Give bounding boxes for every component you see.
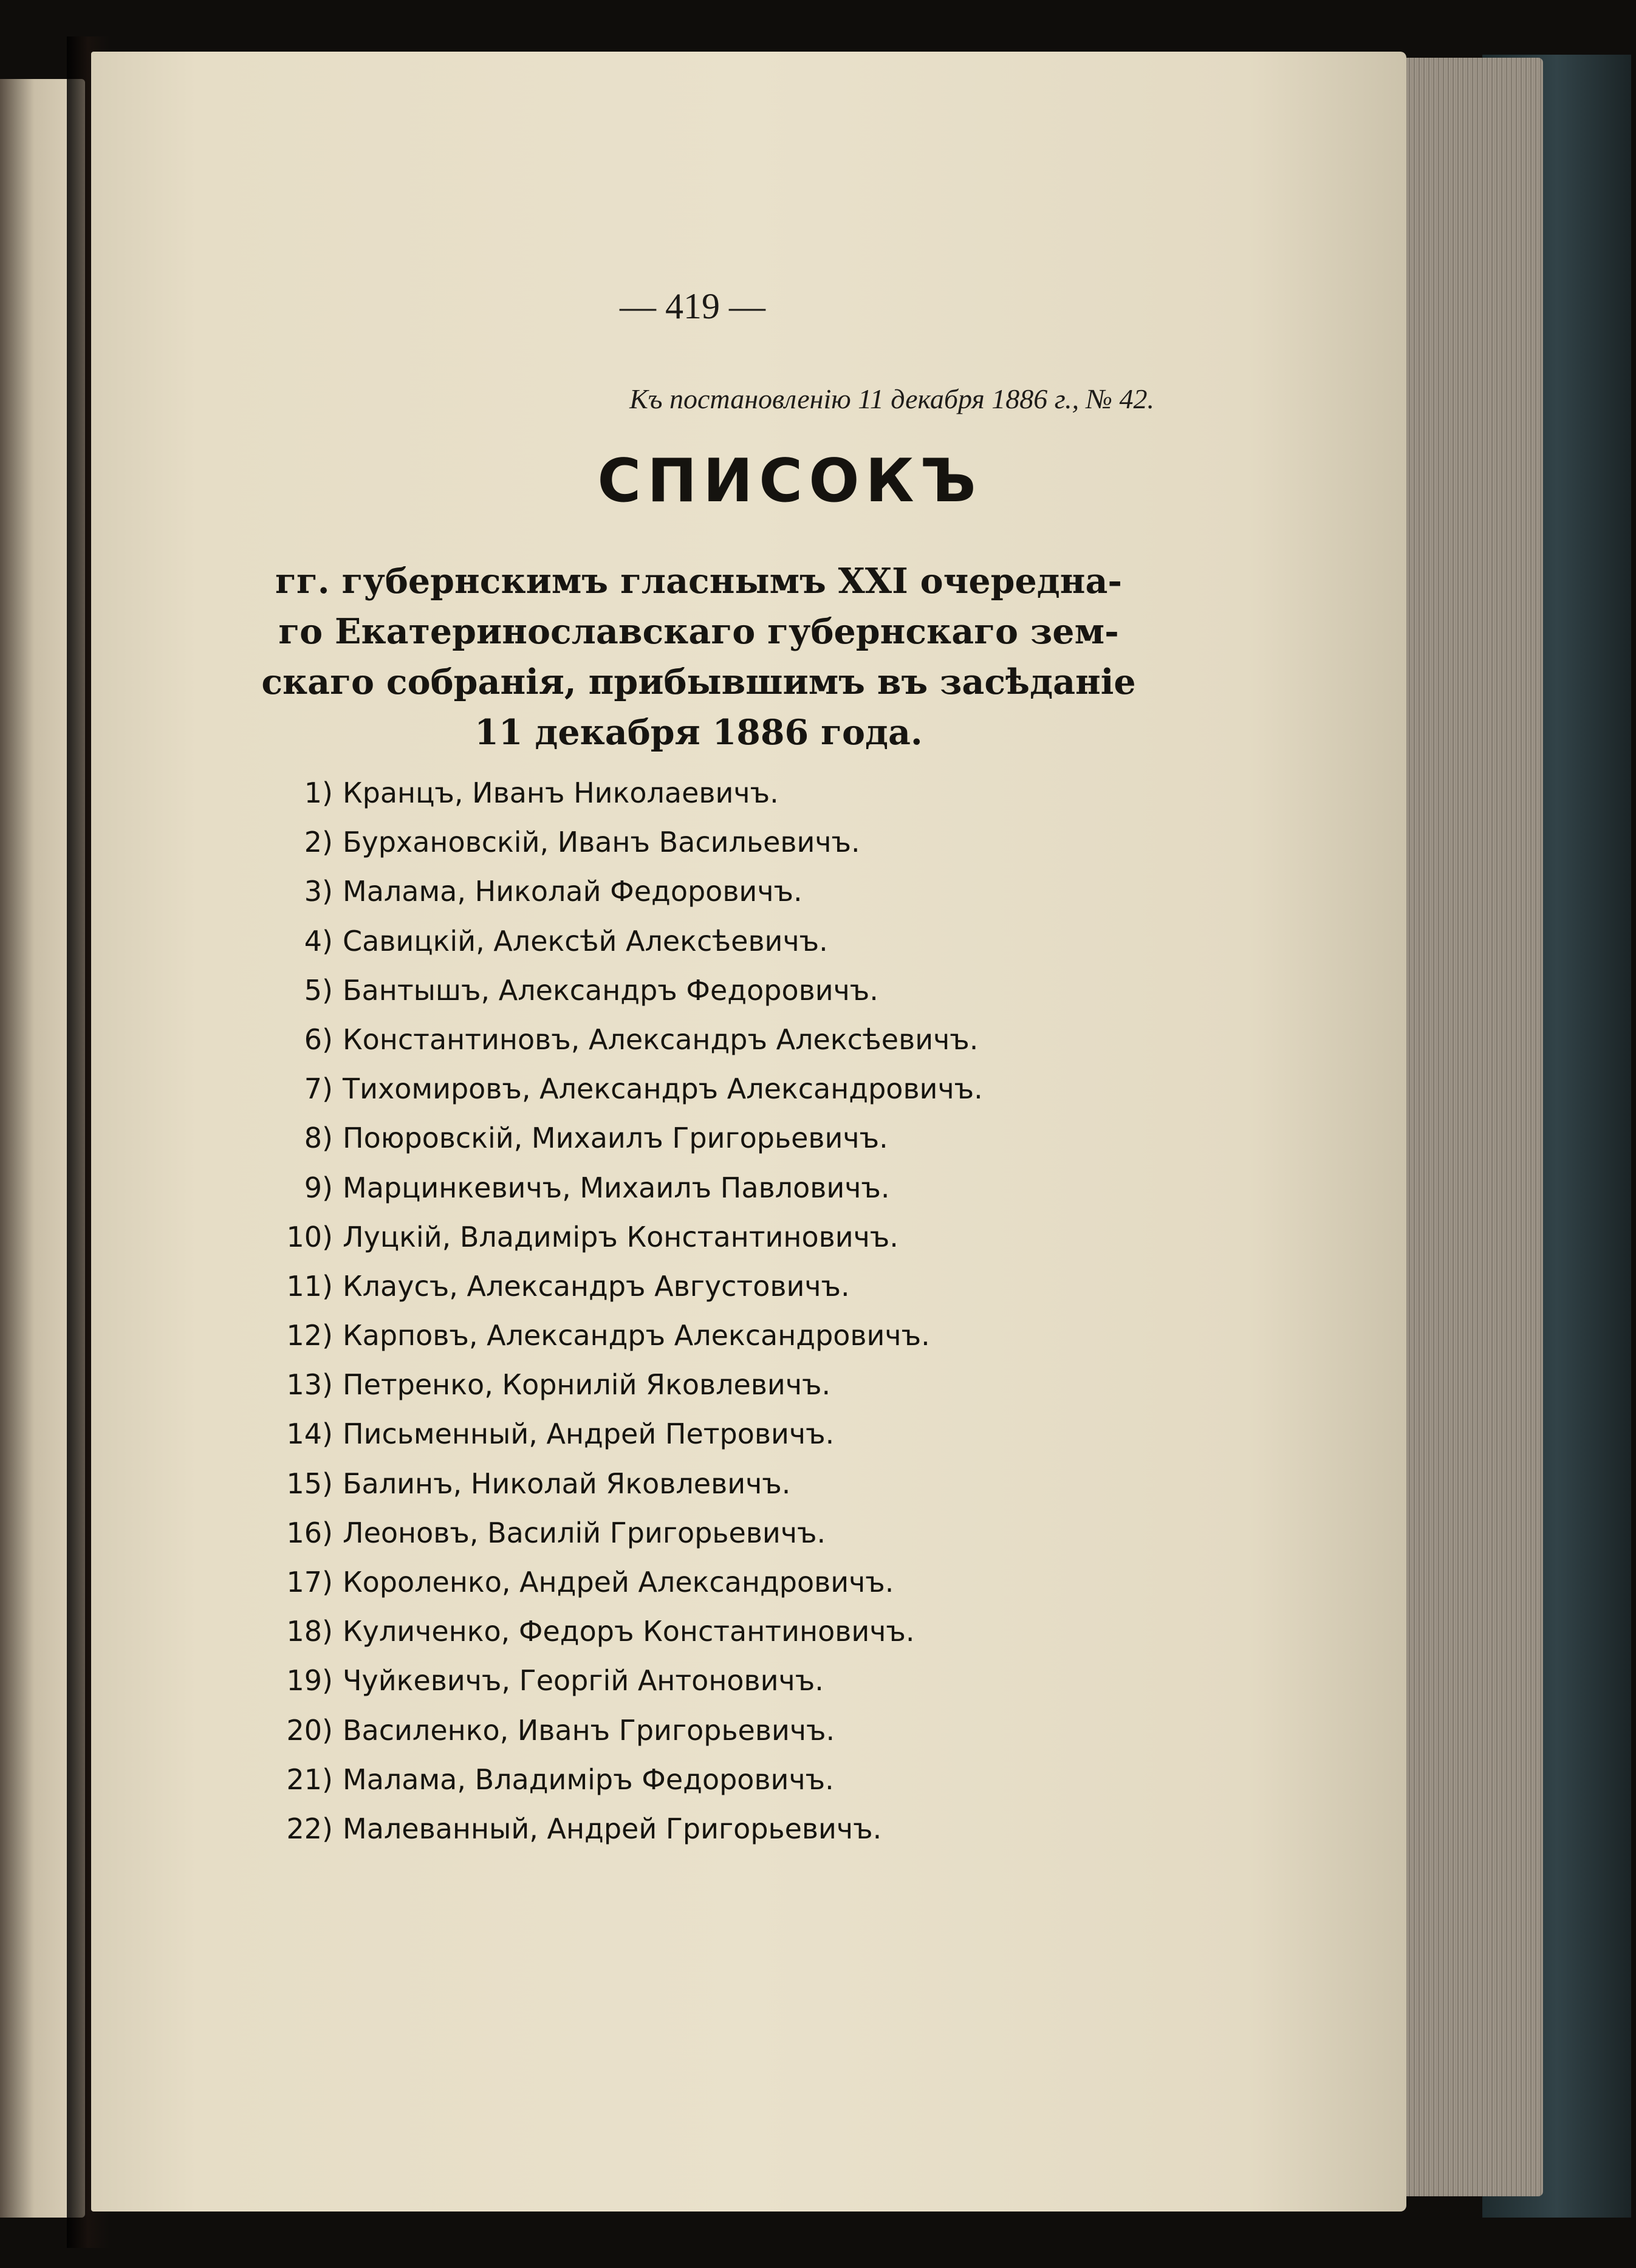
subtitle-line: 11 декабря 1886 года. (474, 712, 923, 753)
member-entry (261, 1410, 1160, 1459)
member-entry (261, 1213, 1160, 1262)
page-number: — 419 — (620, 286, 765, 326)
member-name: Чуйкевичъ, Георгій Антоновичъ. (343, 1664, 824, 1698)
member-number: 9) (304, 1171, 333, 1204)
member-entry (261, 917, 1160, 966)
resolution-reference: Къ постановленію 11 декабря 1886 г., № 42. (629, 383, 1154, 414)
document-subtitle (207, 556, 1191, 758)
member-entry (261, 1607, 1160, 1656)
members-list (261, 769, 1160, 1854)
member-name: Малеванный, Андрей Григорьевичъ. (343, 1812, 882, 1845)
member-name: Савицкій, Алексѣй Алексѣевичъ. (343, 924, 828, 958)
member-name: Марцинкевичъ, Михаилъ Павловичъ. (343, 1171, 890, 1204)
member-name: Бантышъ, Александръ Федоровичъ. (343, 973, 878, 1007)
member-name: Балинъ, Николай Яковлевичъ. (343, 1467, 791, 1500)
member-entry (261, 1114, 1160, 1163)
member-entry (261, 1064, 1160, 1114)
subtitle-line: гг. губернскимъ гласнымъ XXI очередна- (275, 561, 1123, 601)
member-entry (261, 1311, 1160, 1360)
member-entry (261, 1804, 1160, 1854)
member-entry (261, 1558, 1160, 1607)
member-number: 1) (304, 776, 333, 809)
member-name: Бурхановскій, Иванъ Васильевичъ. (343, 826, 860, 859)
member-name: Письменный, Андрей Петровичъ. (343, 1417, 835, 1451)
member-name: Тихомировъ, Александръ Александровичъ. (343, 1072, 983, 1106)
member-number: 20) (286, 1713, 333, 1747)
member-number: 18) (286, 1615, 333, 1648)
member-name: Константиновъ, Александръ Алексѣевичъ. (343, 1023, 979, 1056)
member-number: 13) (286, 1368, 333, 1402)
member-entry (261, 1755, 1160, 1804)
member-number: 12) (286, 1319, 333, 1352)
member-name: Петренко, Корнилій Яковлевичъ. (343, 1368, 831, 1402)
member-entry (261, 1656, 1160, 1705)
member-entry (261, 769, 1160, 818)
member-number: 17) (286, 1566, 333, 1598)
member-name: Луцкій, Владиміръ Константиновичъ. (343, 1220, 898, 1253)
member-entry (261, 1262, 1160, 1311)
member-entry (261, 1163, 1160, 1213)
member-number: 21) (286, 1763, 333, 1796)
member-name: Короленко, Андрей Александровичъ. (343, 1566, 894, 1598)
member-number: 3) (304, 875, 333, 908)
member-number: 14) (286, 1417, 333, 1451)
member-number: 15) (286, 1467, 333, 1500)
subtitle-line: скаго собранія, прибывшимъ въ засѣданіе (261, 662, 1136, 702)
document-title: СПИСОКЪ (597, 447, 982, 516)
member-entry (261, 818, 1160, 867)
subtitle-line: го Екатеринославскаго губернскаго зем- (278, 611, 1119, 652)
member-name: Поюровскій, Михаилъ Григорьевичъ. (343, 1122, 888, 1155)
member-name: Малама, Николай Федоровичъ. (343, 875, 803, 908)
member-number: 22) (286, 1812, 333, 1845)
member-number: 2) (304, 826, 333, 859)
member-number: 6) (304, 1023, 333, 1056)
member-number: 8) (304, 1122, 333, 1155)
member-name: Карповъ, Александръ Александровичъ. (343, 1319, 930, 1352)
member-name: Клаусъ, Александръ Августовичъ. (343, 1269, 850, 1303)
member-number: 16) (286, 1516, 333, 1549)
member-number: 19) (286, 1664, 333, 1698)
member-entry (261, 966, 1160, 1015)
member-entry (261, 1706, 1160, 1755)
member-name: Леоновъ, Василій Григорьевичъ. (343, 1516, 826, 1549)
member-number: 4) (304, 924, 333, 958)
member-number: 7) (304, 1072, 333, 1106)
member-name: Кранцъ, Иванъ Николаевичъ. (343, 776, 779, 809)
member-number: 11) (286, 1269, 333, 1303)
member-name: Куличенко, Федоръ Константиновичъ. (343, 1615, 915, 1648)
member-entry (261, 1509, 1160, 1558)
member-entry (261, 1360, 1160, 1410)
member-entry (261, 1459, 1160, 1509)
member-entry (261, 867, 1160, 916)
member-number: 5) (304, 973, 333, 1007)
member-name: Василенко, Иванъ Григорьевичъ. (343, 1713, 835, 1747)
member-number: 10) (286, 1220, 333, 1253)
member-entry (261, 1015, 1160, 1064)
member-name: Малама, Владиміръ Федоровичъ. (343, 1763, 834, 1796)
